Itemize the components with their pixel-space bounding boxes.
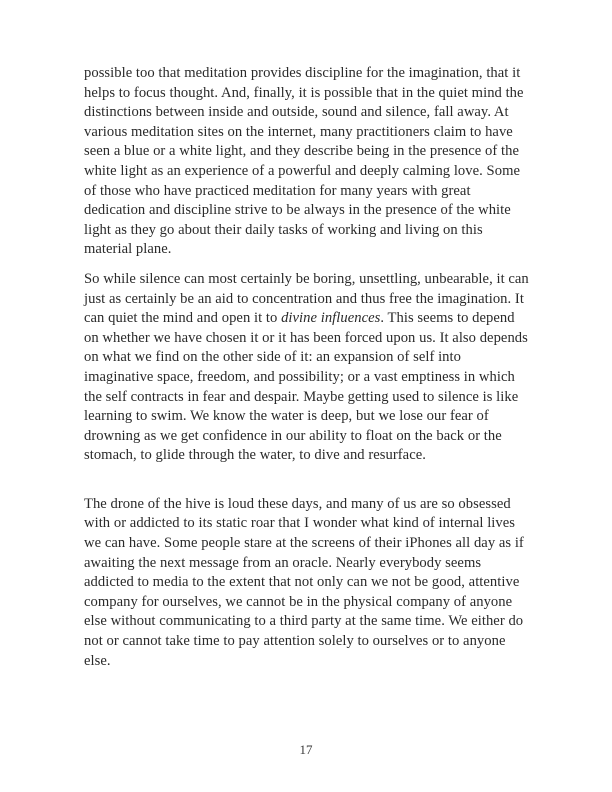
page-body: [84, 64, 530, 671]
paragraph-3: The drone of the hive is loud these days, and many of us are so obsessed with or addicted to its static roar that I wonder what kind of internal lives we can have. Some people stare at the screens of their iPhones all day as if awaiting the next message from an oracle. Nearly everybody seems addicted to media to the extent that not only can we not be good, attentive company for ourselves, we cannot be in the physical company of anyone else without communicating to a third party at the same time. We either do not or cannot take time to pay attention solely to ourselves or to anyone else.: [84, 495, 524, 669]
paragraph-2-italic-phrase: divine influences: [281, 310, 381, 327]
paragraph-2-text-start: So while silence can most certainly be boring, unsettling, unbearable, it can just as certainly be an aid to concentration and thus free the imagination. It can quiet the mind and open it to: [84, 270, 529, 327]
paragraph-2: [84, 270, 530, 466]
paragraph-2-text-end: . This seems to depend on whether we have chosen it or it has been forced upon us. It also depends on what we find on the other side of it: an expansion of self into imaginative space, freedom, and possibility; or a vast emptiness in which the self contracts in fear and despair. Maybe getting used to silence is like learning to swim. We know the water is deep, but we lose our fear of drowning as we get confidence in our ability to float on the back or the stomach, to glide through the water, to dive and resurface.: [84, 310, 528, 464]
paragraph-1: possible too that meditation provides discipline for the imagination, that it helps to focus thought. And, finally, it is possible that in the quiet mind the distinctions between inside and outside, sound and silence, fall away. At various meditation sites on the internet, many practitioners claim to have seen a blue or a white light, and they describe being in the presence of the white light as an experience of a powerful and deeply calming love. Some of those who have practiced meditation for many years with great dedication and discipline strive to be always in the presence of the white light as they go about their daily tasks of working and living on this material plane.: [84, 65, 524, 258]
page-number: 17: [299, 742, 313, 757]
